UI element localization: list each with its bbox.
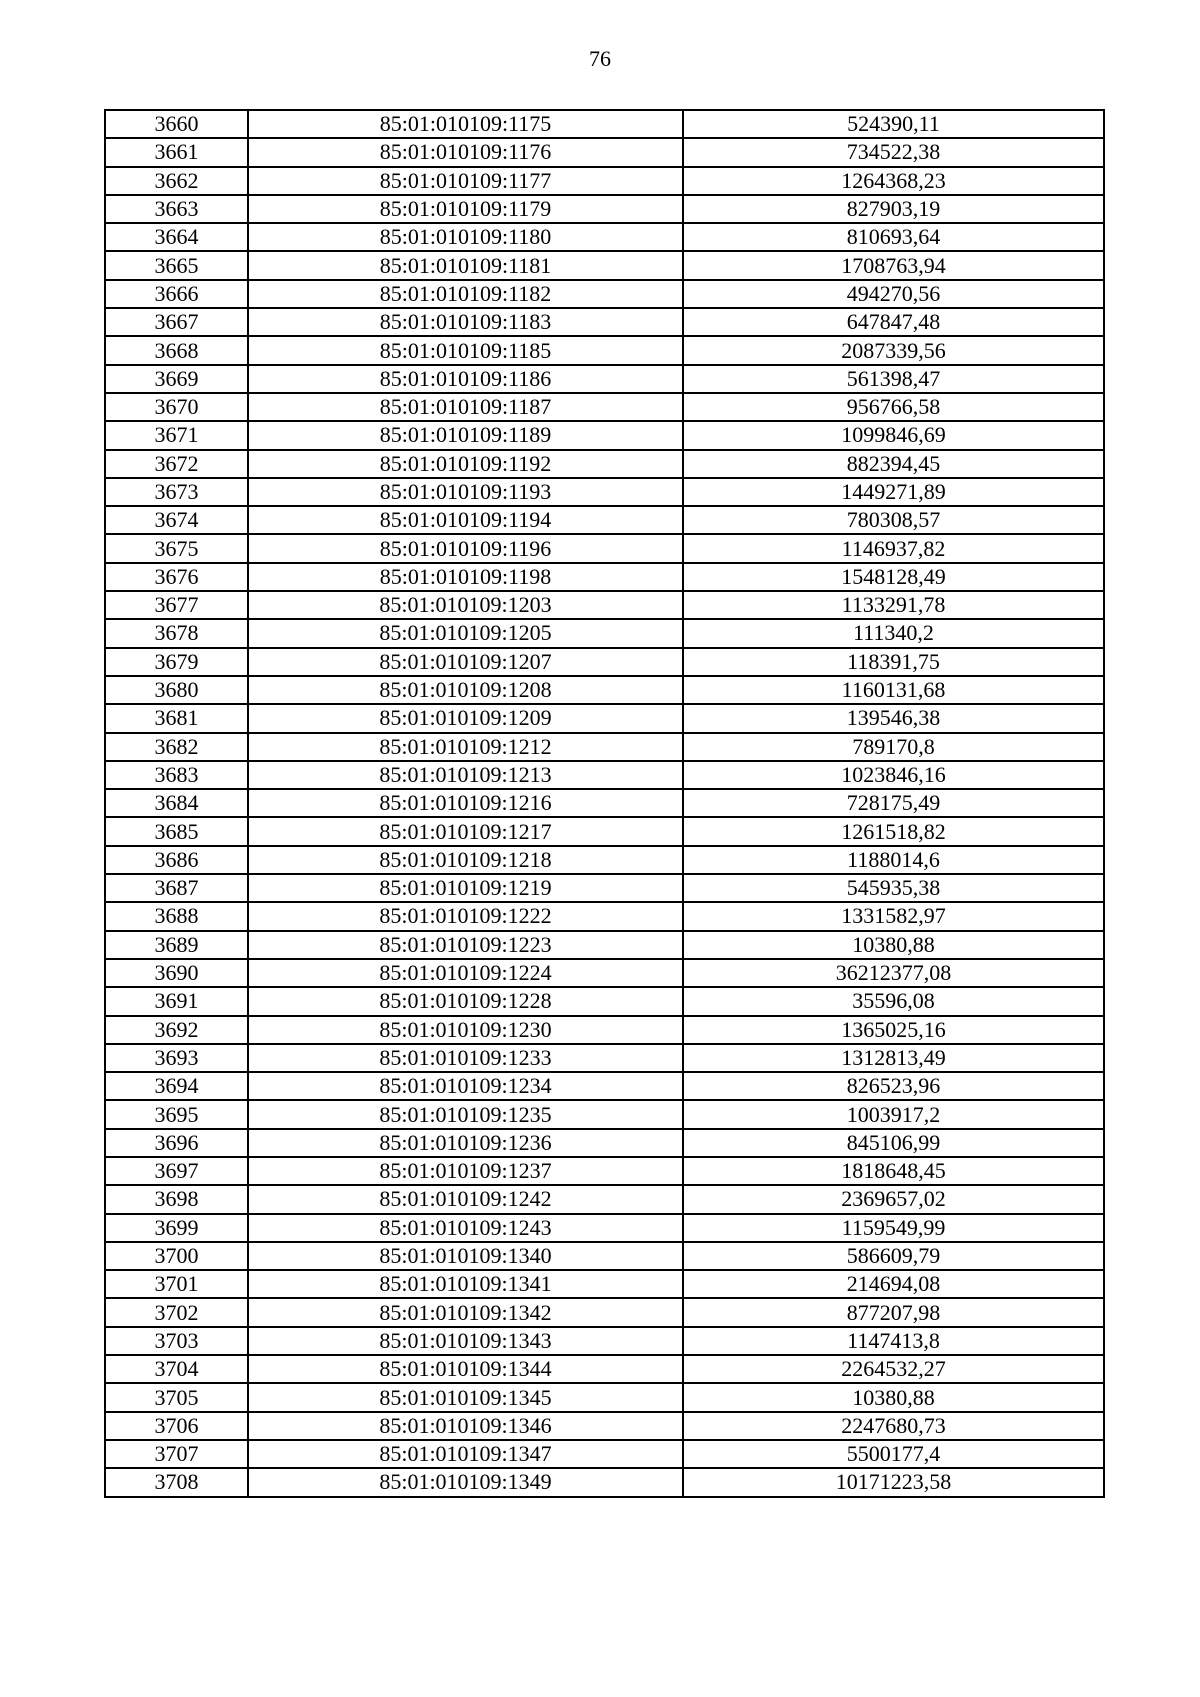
cadastral-number-cell: 85:01:010109:1346	[248, 1412, 683, 1440]
cadastral-number-cell: 85:01:010109:1345	[248, 1383, 683, 1411]
cadastral-number-cell: 85:01:010109:1176	[248, 138, 683, 166]
table-row	[105, 959, 1104, 987]
value-cell: 1188014,6	[683, 846, 1104, 874]
cadastral-number-cell: 85:01:010109:1219	[248, 874, 683, 902]
row-number-cell: 3663	[105, 195, 248, 223]
cadastral-number-cell: 85:01:010109:1189	[248, 421, 683, 449]
cadastral-number-cell: 85:01:010109:1222	[248, 902, 683, 930]
table-row	[105, 789, 1104, 817]
row-number-cell: 3671	[105, 421, 248, 449]
table-row	[105, 733, 1104, 761]
cadastral-number-cell: 85:01:010109:1342	[248, 1298, 683, 1326]
table-row	[105, 817, 1104, 845]
table-row	[105, 280, 1104, 308]
row-number-cell: 3677	[105, 591, 248, 619]
value-cell: 647847,48	[683, 308, 1104, 336]
row-number-cell: 3687	[105, 874, 248, 902]
value-cell: 1147413,8	[683, 1327, 1104, 1355]
cadastral-number-cell: 85:01:010109:1242	[248, 1185, 683, 1213]
table-row	[105, 1157, 1104, 1185]
table-row	[105, 1270, 1104, 1298]
value-cell: 877207,98	[683, 1298, 1104, 1326]
value-cell: 1312813,49	[683, 1044, 1104, 1072]
row-number-cell: 3685	[105, 817, 248, 845]
table-row	[105, 478, 1104, 506]
value-cell: 545935,38	[683, 874, 1104, 902]
cadastral-number-cell: 85:01:010109:1203	[248, 591, 683, 619]
table-row	[105, 1214, 1104, 1242]
row-number-cell: 3703	[105, 1327, 248, 1355]
cadastral-number-cell: 85:01:010109:1198	[248, 563, 683, 591]
row-number-cell: 3668	[105, 336, 248, 364]
cadastral-number-cell: 85:01:010109:1341	[248, 1270, 683, 1298]
value-cell: 1133291,78	[683, 591, 1104, 619]
row-number-cell: 3705	[105, 1383, 248, 1411]
value-cell: 1365025,16	[683, 1016, 1104, 1044]
cadastral-number-cell: 85:01:010109:1218	[248, 846, 683, 874]
row-number-cell: 3683	[105, 761, 248, 789]
table-row	[105, 365, 1104, 393]
cadastral-number-cell: 85:01:010109:1212	[248, 733, 683, 761]
cadastral-number-cell: 85:01:010109:1207	[248, 648, 683, 676]
value-cell: 1548128,49	[683, 563, 1104, 591]
row-number-cell: 3701	[105, 1270, 248, 1298]
cadastral-number-cell: 85:01:010109:1208	[248, 676, 683, 704]
row-number-cell: 3708	[105, 1468, 248, 1496]
value-cell: 2087339,56	[683, 336, 1104, 364]
value-cell: 826523,96	[683, 1072, 1104, 1100]
cadastral-number-cell: 85:01:010109:1186	[248, 365, 683, 393]
value-cell: 882394,45	[683, 450, 1104, 478]
row-number-cell: 3693	[105, 1044, 248, 1072]
table-row	[105, 591, 1104, 619]
value-cell: 524390,11	[683, 110, 1104, 138]
row-number-cell: 3667	[105, 308, 248, 336]
table-row	[105, 1298, 1104, 1326]
cadastral-number-cell: 85:01:010109:1237	[248, 1157, 683, 1185]
row-number-cell: 3672	[105, 450, 248, 478]
cadastral-number-cell: 85:01:010109:1234	[248, 1072, 683, 1100]
row-number-cell: 3666	[105, 280, 248, 308]
row-number-cell: 3691	[105, 987, 248, 1015]
table-row	[105, 138, 1104, 166]
cadastral-number-cell: 85:01:010109:1180	[248, 223, 683, 251]
table-row	[105, 563, 1104, 591]
value-cell: 734522,38	[683, 138, 1104, 166]
row-number-cell: 3690	[105, 959, 248, 987]
table-body	[105, 110, 1104, 1497]
row-number-cell: 3694	[105, 1072, 248, 1100]
value-cell: 728175,49	[683, 789, 1104, 817]
row-number-cell: 3699	[105, 1214, 248, 1242]
cadastral-number-cell: 85:01:010109:1193	[248, 478, 683, 506]
table-row	[105, 874, 1104, 902]
table-row	[105, 167, 1104, 195]
table-row	[105, 931, 1104, 959]
table-row	[105, 534, 1104, 562]
value-cell: 2369657,02	[683, 1185, 1104, 1213]
row-number-cell: 3688	[105, 902, 248, 930]
row-number-cell: 3702	[105, 1298, 248, 1326]
table-row	[105, 761, 1104, 789]
value-cell: 586609,79	[683, 1242, 1104, 1270]
table-row	[105, 1242, 1104, 1270]
row-number-cell: 3662	[105, 167, 248, 195]
cadastral-number-cell: 85:01:010109:1213	[248, 761, 683, 789]
cadastral-number-cell: 85:01:010109:1230	[248, 1016, 683, 1044]
table-row	[105, 1355, 1104, 1383]
row-number-cell: 3695	[105, 1100, 248, 1128]
row-number-cell: 3698	[105, 1185, 248, 1213]
cadastral-number-cell: 85:01:010109:1205	[248, 619, 683, 647]
row-number-cell: 3689	[105, 931, 248, 959]
table-row	[105, 421, 1104, 449]
table-row	[105, 1327, 1104, 1355]
value-cell: 214694,08	[683, 1270, 1104, 1298]
row-number-cell: 3696	[105, 1129, 248, 1157]
row-number-cell: 3680	[105, 676, 248, 704]
value-cell: 561398,47	[683, 365, 1104, 393]
cadastral-number-cell: 85:01:010109:1349	[248, 1468, 683, 1496]
value-cell: 1264368,23	[683, 167, 1104, 195]
row-number-cell: 3707	[105, 1440, 248, 1468]
row-number-cell: 3664	[105, 223, 248, 251]
table-row	[105, 902, 1104, 930]
table-row	[105, 506, 1104, 534]
table-row	[105, 308, 1104, 336]
cadastral-number-cell: 85:01:010109:1344	[248, 1355, 683, 1383]
cadastral-number-cell: 85:01:010109:1185	[248, 336, 683, 364]
row-number-cell: 3700	[105, 1242, 248, 1270]
value-cell: 35596,08	[683, 987, 1104, 1015]
value-cell: 5500177,4	[683, 1440, 1104, 1468]
table-row	[105, 1468, 1104, 1496]
value-cell: 2264532,27	[683, 1355, 1104, 1383]
table-row	[105, 251, 1104, 279]
value-cell: 1261518,82	[683, 817, 1104, 845]
value-cell: 1818648,45	[683, 1157, 1104, 1185]
cadastral-number-cell: 85:01:010109:1224	[248, 959, 683, 987]
table-row	[105, 450, 1104, 478]
value-cell: 10380,88	[683, 931, 1104, 959]
cadastral-number-cell: 85:01:010109:1235	[248, 1100, 683, 1128]
cadastral-number-cell: 85:01:010109:1177	[248, 167, 683, 195]
table-row	[105, 1185, 1104, 1213]
row-number-cell: 3675	[105, 534, 248, 562]
row-number-cell: 3661	[105, 138, 248, 166]
value-cell: 111340,2	[683, 619, 1104, 647]
table-row	[105, 676, 1104, 704]
table-row	[105, 1044, 1104, 1072]
table-row	[105, 1129, 1104, 1157]
value-cell: 10171223,58	[683, 1468, 1104, 1496]
row-number-cell: 3674	[105, 506, 248, 534]
table-row	[105, 393, 1104, 421]
cadastral-number-cell: 85:01:010109:1233	[248, 1044, 683, 1072]
cadastral-value-table	[104, 109, 1105, 1498]
value-cell: 789170,8	[683, 733, 1104, 761]
row-number-cell: 3676	[105, 563, 248, 591]
cadastral-number-cell: 85:01:010109:1217	[248, 817, 683, 845]
cadastral-number-cell: 85:01:010109:1192	[248, 450, 683, 478]
cadastral-number-cell: 85:01:010109:1343	[248, 1327, 683, 1355]
value-cell: 810693,64	[683, 223, 1104, 251]
table-row	[105, 336, 1104, 364]
value-cell: 827903,19	[683, 195, 1104, 223]
table-row	[105, 1440, 1104, 1468]
row-number-cell: 3704	[105, 1355, 248, 1383]
cadastral-number-cell: 85:01:010109:1181	[248, 251, 683, 279]
row-number-cell: 3679	[105, 648, 248, 676]
cadastral-number-cell: 85:01:010109:1196	[248, 534, 683, 562]
table-row	[105, 1016, 1104, 1044]
row-number-cell: 3681	[105, 704, 248, 732]
value-cell: 10380,88	[683, 1383, 1104, 1411]
row-number-cell: 3684	[105, 789, 248, 817]
cadastral-number-cell: 85:01:010109:1347	[248, 1440, 683, 1468]
value-cell: 780308,57	[683, 506, 1104, 534]
value-cell: 494270,56	[683, 280, 1104, 308]
value-cell: 2247680,73	[683, 1412, 1104, 1440]
value-cell: 956766,58	[683, 393, 1104, 421]
table-row	[105, 1072, 1104, 1100]
table-row	[105, 648, 1104, 676]
row-number-cell: 3706	[105, 1412, 248, 1440]
table-row	[105, 987, 1104, 1015]
value-cell: 1160131,68	[683, 676, 1104, 704]
cadastral-number-cell: 85:01:010109:1183	[248, 308, 683, 336]
value-cell: 1331582,97	[683, 902, 1104, 930]
value-cell: 1003917,2	[683, 1100, 1104, 1128]
table-row	[105, 1412, 1104, 1440]
cadastral-number-cell: 85:01:010109:1340	[248, 1242, 683, 1270]
value-cell: 118391,75	[683, 648, 1104, 676]
row-number-cell: 3669	[105, 365, 248, 393]
table-row	[105, 619, 1104, 647]
table-row	[105, 1100, 1104, 1128]
cadastral-number-cell: 85:01:010109:1209	[248, 704, 683, 732]
cadastral-number-cell: 85:01:010109:1179	[248, 195, 683, 223]
cadastral-number-cell: 85:01:010109:1228	[248, 987, 683, 1015]
row-number-cell: 3678	[105, 619, 248, 647]
value-cell: 1449271,89	[683, 478, 1104, 506]
value-cell: 139546,38	[683, 704, 1104, 732]
cadastral-number-cell: 85:01:010109:1194	[248, 506, 683, 534]
row-number-cell: 3673	[105, 478, 248, 506]
row-number-cell: 3682	[105, 733, 248, 761]
cadastral-number-cell: 85:01:010109:1223	[248, 931, 683, 959]
value-cell: 845106,99	[683, 1129, 1104, 1157]
cadastral-number-cell: 85:01:010109:1243	[248, 1214, 683, 1242]
value-cell: 1099846,69	[683, 421, 1104, 449]
cadastral-number-cell: 85:01:010109:1187	[248, 393, 683, 421]
cadastral-number-cell: 85:01:010109:1216	[248, 789, 683, 817]
table-row	[105, 195, 1104, 223]
page-number: 76	[589, 46, 611, 71]
value-cell: 1708763,94	[683, 251, 1104, 279]
cadastral-number-cell: 85:01:010109:1182	[248, 280, 683, 308]
table-row	[105, 1383, 1104, 1411]
row-number-cell: 3665	[105, 251, 248, 279]
value-cell: 1023846,16	[683, 761, 1104, 789]
value-cell: 1159549,99	[683, 1214, 1104, 1242]
table-row	[105, 704, 1104, 732]
row-number-cell: 3670	[105, 393, 248, 421]
row-number-cell: 3692	[105, 1016, 248, 1044]
table-row	[105, 110, 1104, 138]
row-number-cell: 3660	[105, 110, 248, 138]
value-cell: 36212377,08	[683, 959, 1104, 987]
value-cell: 1146937,82	[683, 534, 1104, 562]
table-row	[105, 223, 1104, 251]
row-number-cell: 3697	[105, 1157, 248, 1185]
cadastral-number-cell: 85:01:010109:1175	[248, 110, 683, 138]
table-row	[105, 846, 1104, 874]
row-number-cell: 3686	[105, 846, 248, 874]
cadastral-number-cell: 85:01:010109:1236	[248, 1129, 683, 1157]
